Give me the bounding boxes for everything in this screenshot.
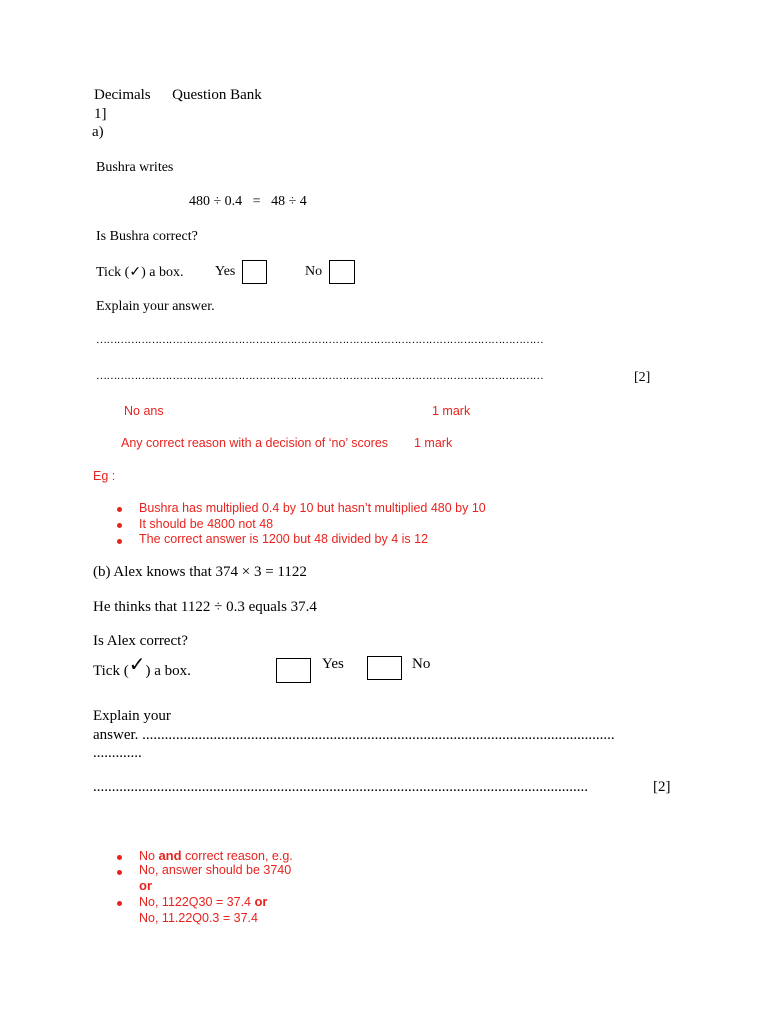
part-a-marks: [2]: [634, 370, 651, 385]
ms-b-alt-1: No, 1122Q30 = 37.4: [139, 895, 255, 909]
part-a-tick-instruction: [96, 264, 183, 281]
ms-a-example: It should be 4800 not 48: [139, 517, 274, 531]
part-b-yes-label: Yes: [322, 656, 344, 672]
ms-b-item: No, answer should be 3740: [139, 863, 292, 877]
ms-b-or: or: [254, 894, 268, 909]
ms-b-no: No: [139, 849, 159, 863]
part-a-yes-label: Yes: [215, 264, 236, 279]
part-a-no-label: No: [305, 264, 323, 279]
title-topic: Decimals: [94, 87, 151, 103]
part-a-answer-line-2: …………………………………………………………………………………………………………………: [96, 370, 544, 382]
part-a-equation: 480 ÷ 0.4 = 48 ÷ 4: [189, 194, 307, 209]
ms-a-no-answer-mark: 1 mark: [432, 404, 471, 418]
part-b-answer-line-1: answer. ..............................................................................................................................: [93, 727, 615, 743]
bullet-icon: [117, 507, 122, 512]
bullet-icon: [117, 870, 122, 875]
tick-suffix: ) a box.: [145, 663, 191, 679]
part-b-answer-line-1-cont: .............: [93, 745, 142, 761]
document-title: [94, 87, 262, 104]
part-b-claim: He thinks that 1122 ÷ 0.3 equals 37.4: [93, 599, 317, 615]
part-a-label: a): [92, 124, 104, 140]
part-a-yes-checkbox[interactable]: [242, 260, 267, 284]
ms-a-eg-label: Eg :: [93, 469, 116, 483]
bullet-icon: [117, 539, 122, 544]
ms-a-reason-mark: 1 mark: [414, 436, 453, 450]
tick-prefix: Tick (: [96, 265, 130, 280]
ms-a-example: Bushra has multiplied 0.4 by 10 but hasn’t multiplied 480 by 10: [139, 501, 486, 515]
ms-b-and: and: [158, 848, 182, 863]
ms-a-no-answer: No ans: [124, 404, 164, 418]
part-a-explain-label: Explain your answer.: [96, 299, 215, 314]
part-a-question: Is Bushra correct?: [96, 229, 198, 244]
title-bank: Question Bank: [172, 87, 262, 103]
ms-a-reason: Any correct reason with a decision of ‘no’ scores: [121, 436, 389, 450]
part-a-intro: Bushra writes: [96, 160, 174, 175]
part-b-no-label: No: [412, 656, 431, 672]
part-b-question: Is Alex correct?: [93, 633, 188, 649]
ms-b-reason: correct reason, e.g.: [181, 849, 293, 863]
part-b-answer-line-2: ....................................................................................................................................: [93, 779, 588, 795]
tick-mark-icon: ✓: [128, 654, 146, 676]
part-b-tick-instruction: [93, 656, 191, 681]
part-b-marks: [2]: [653, 779, 671, 795]
part-b-statement: (b) Alex knows that 374 × 3 = 1122: [93, 564, 307, 580]
question-number: 1]: [94, 106, 107, 122]
tick-suffix: ) a box.: [141, 265, 184, 280]
ms-b-item: No, 11.22Q0.3 = 37.4: [139, 911, 258, 925]
part-a-no-checkbox[interactable]: [329, 260, 355, 284]
part-b-no-checkbox[interactable]: [367, 656, 402, 680]
tick-prefix: Tick (: [93, 663, 129, 679]
ms-b-item: [139, 848, 293, 863]
part-b-yes-checkbox[interactable]: [276, 658, 311, 683]
ms-b-item: [139, 894, 267, 909]
part-b-explain-label: Explain your: [93, 708, 171, 724]
bullet-icon: [117, 523, 122, 528]
ms-b-or: or: [139, 878, 152, 893]
part-a-answer-line-1: …………………………………………………………………………………………………………………: [96, 334, 544, 346]
bullet-icon: [117, 855, 122, 860]
bullet-icon: [117, 901, 122, 906]
ms-a-example: The correct answer is 1200 but 48 divided by 4 is 12: [139, 532, 429, 546]
tick-mark-icon: ✓: [129, 265, 142, 280]
